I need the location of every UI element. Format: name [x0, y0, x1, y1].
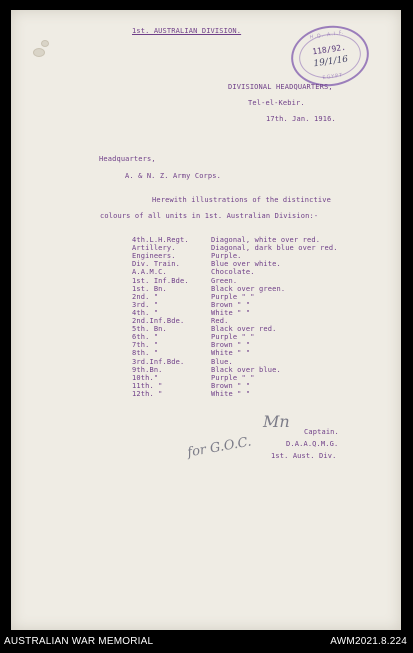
unit-name: 3rd. " — [132, 300, 159, 309]
unit-name: A.A.M.C. — [132, 268, 167, 277]
unit-colour: Purple " " — [211, 373, 255, 382]
stamp-date: 19/1/16 — [312, 54, 349, 70]
unit-colour: White " " — [211, 308, 251, 317]
unit-colour: Purple. — [211, 252, 242, 261]
unit-name: 3rd.Inf.Bde. — [132, 357, 185, 366]
signatory-appointment: D.A.A.Q.M.G. — [286, 440, 339, 448]
footer-accession-number: AWM2021.8.224 — [330, 636, 407, 647]
unit-name: 4th. " — [132, 308, 159, 317]
unit-name: 7th. " — [132, 341, 159, 350]
unit-colour: Blue. — [211, 357, 233, 366]
unit-colour: Brown " " — [211, 381, 251, 390]
unit-name: Artillery. — [132, 244, 176, 253]
unit-colour: Purple " " — [211, 333, 255, 342]
unit-colour: Chocolate. — [211, 268, 255, 277]
unit-colour: Diagonal, dark blue over red. — [211, 244, 338, 253]
unit-name: Engineers. — [132, 252, 176, 261]
footer-institution: AUSTRALIAN WAR MEMORIAL — [4, 636, 154, 647]
unit-colour: Red. — [211, 317, 229, 325]
document-heading: 1st. AUSTRALIAN DIVISION. — [132, 27, 242, 35]
unit-colour: Brown " " — [211, 341, 251, 350]
stamp-bottom-text: EGYPT — [322, 72, 344, 82]
signature-initials: Mn — [263, 412, 290, 431]
stamp-number: 118/92. — [311, 42, 347, 57]
unit-name: 1st. Inf.Bde. — [132, 276, 189, 285]
unit-name: 5th. Bn. — [132, 325, 167, 334]
unit-colour: White " " — [211, 389, 251, 398]
unit-name: 10th." — [132, 373, 159, 382]
unit-name: 4th.L.H.Regt. — [132, 236, 189, 244]
unit-colour: Black over blue. — [211, 365, 281, 374]
unit-colour: Black over red. — [211, 325, 277, 334]
body-line-1: Herewith illustrations of the distinctive — [152, 196, 331, 204]
unit-colour: White " " — [211, 349, 251, 358]
unit-name: Div. Train. — [132, 260, 181, 269]
unit-name: 2nd.Inf.Bde. — [132, 317, 185, 325]
unit-colour: Blue over white. — [211, 260, 281, 269]
unit-name: 2nd. " — [132, 292, 159, 301]
recipient-line-1: Headquarters, — [99, 155, 156, 163]
signatory-formation: 1st. Aust. Div. — [271, 452, 337, 460]
received-stamp — [287, 21, 373, 91]
unit-colour: Purple " " — [211, 292, 255, 301]
punch-hole — [33, 48, 45, 57]
sender-line-2: Tel-el-Kebir. — [248, 99, 305, 107]
unit-colour: Green. — [211, 276, 238, 285]
unit-name: 11th. " — [132, 381, 163, 390]
letter-date: 17th. Jan. 1916. — [266, 115, 336, 123]
stamp-top-text: H.Q. A.I.F. — [309, 29, 345, 41]
signatory-rank: Captain. — [304, 428, 339, 436]
unit-name: 8th. " — [132, 349, 159, 358]
unit-colour: Black over green. — [211, 284, 286, 293]
unit-name: 9th.Bn. — [132, 365, 163, 374]
body-line-2: colours of all units in 1st. Australian Division:- — [100, 212, 319, 220]
unit-colour: Diagonal, white over red. — [211, 236, 321, 244]
document-page — [11, 10, 401, 630]
unit-colour: Brown " " — [211, 300, 251, 309]
unit-name: 6th. " — [132, 333, 159, 342]
handwritten-annotation: for G.O.C. — [186, 434, 253, 461]
sender-line-1: DIVISIONAL HEADQUARTERS, — [228, 83, 333, 91]
recipient-line-2: A. & N. Z. Army Corps. — [125, 172, 222, 180]
unit-name: 12th. " — [132, 389, 163, 398]
unit-name: 1st. Bn. — [132, 284, 167, 293]
punch-hole — [41, 40, 49, 47]
